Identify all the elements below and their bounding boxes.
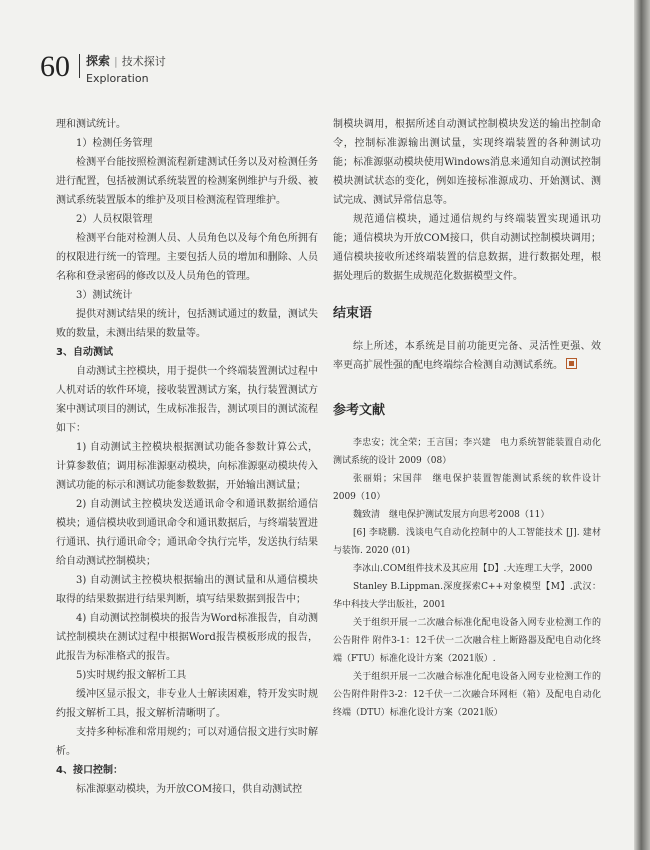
page-number: 60 <box>40 50 70 83</box>
reference-item: 李忠安；沈全荣；王言国；李兴建 电力系统智能装置自动化测试系统的设计 2009（08） <box>333 438 601 466</box>
paragraph: 2）人员权限管理 <box>76 214 153 225</box>
header-divider <box>79 54 80 78</box>
paragraph: 规范通信模块，通过通信规约与终端装置实现通讯功能；通信模块为开放COM接口，供自动测试控制模块调用；通信模块接收所述终端装置的信息数据，进行数据处理，根据处理后的数据生成规范化数据模型文件。 <box>333 214 601 282</box>
paragraph: 3）测试统计 <box>76 290 133 301</box>
paragraph: 缓冲区显示报文，非专业人士解读困难，特开发实时规约报文解析工具，报文解析清晰明了。 <box>56 689 318 719</box>
page-edge <box>634 0 650 850</box>
paragraph: 自动测试主控模块，用于提供一个终端装置测试过程中人机对话的软件环境，接收装置测试方案，执行装置测试方案中测试项目的测试，生成标准报告，测试项目的测试流程如下： <box>56 366 318 434</box>
right-body <box>333 115 601 286</box>
paragraph: 检测平台能对检测人员、人员角色以及每个角色所拥有的权限进行统一的管理。主要包括人员的增加和删除、人员名称和登录密码的修改以及人员角色的管理。 <box>56 233 318 282</box>
section-english: Exploration <box>86 72 149 85</box>
references-list <box>333 434 601 722</box>
references-heading: 参考文献 <box>333 403 386 418</box>
paragraph: 1）检测任务管理 <box>76 138 153 149</box>
section-title: 探索 <box>86 54 111 68</box>
paragraph: 检测平台能按照检测流程新建测试任务以及对检测任务进行配置，包括被测试系统装置的检测案例维护与升级、被测试系统装置版本的维护及项目检测流程管理维护。 <box>56 157 318 206</box>
paragraph: 4) 自动测试控制模块的报告为Word标准报告，自动测试控制模块在测试过程中根据Word报告模板形成的报告，此报告为标准格式的报告。 <box>56 613 318 662</box>
paragraph: 制模块调用，根据所述自动测试控制模块发送的输出控制命令，控制标准源输出测试量，实现终端装置的各种测试功能；标准源驱动模块使用Windows消息来通知自动测试控制模块测试状态的变化，例如连接标准源成功、开始测试、测试完成、测试异常信息等。 <box>333 119 601 206</box>
subsection-heading: 3、自动测试 <box>56 347 113 358</box>
paragraph: 理和测试统计。 <box>56 119 126 130</box>
paragraph: 支持多种标准和常用规约；可以对通信报文进行实时解析。 <box>56 727 318 757</box>
paragraph: 提供对测试结果的统计，包括测试通过的数量，测试失败的数量，未测出结果的数量等。 <box>56 309 318 339</box>
paragraph: 3) 自动测试主控模块根据输出的测试量和从通信模块取得的结果数据进行结果判断，填写结果数据到报告中； <box>56 575 318 605</box>
conclusion-text <box>333 337 601 375</box>
paragraph: 5)实时规约报文解析工具 <box>76 670 187 681</box>
right-column <box>333 115 601 722</box>
end-mark-icon <box>566 358 577 369</box>
section-separator: | <box>114 55 118 68</box>
conclusion-heading: 结束语 <box>333 306 373 321</box>
reference-item: 魏致清 继电保护测试发展方向思考2008（11） <box>353 510 550 520</box>
reference-item: Stanley B.Lippman.深度探索C++对象模型【M】.武汉：华中科技大学出版社，2001 <box>333 582 601 610</box>
left-column <box>56 115 318 799</box>
paragraph: 标准源驱动模块，为开放COM接口，供自动测试控 <box>76 784 303 795</box>
reference-item: 张丽娟；宋国萍 继电保护装置智能测试系统的软件设计 2009（10） <box>333 474 601 502</box>
conclusion-body: 综上所述，本系统是目前功能更完备、灵活性更强、效率更高扩展性强的配电终端综合检测自动测试系统。 <box>333 341 601 371</box>
section-subtitle: 技术探讨 <box>121 55 166 68</box>
paragraph: 2) 自动测试主控模块发送通讯命令和通讯数据给通信模块；通信模块收到通讯命令和通讯数据后，与终端装置进行通讯、执行通讯命令；通讯命令执行完毕，发送执行结果给自动测试控制模块； <box>56 499 318 567</box>
reference-item: 关于组织开展一二次融合标准化配电设备入网专业检测工作的公告附件附件3-2：12千伏一二次融合环网柜（箱）及配电自动化终端（DTU）标准化设计方案（2021版） <box>333 672 601 718</box>
paragraph: 1) 自动测试主控模块根据测试功能各参数计算公式，计算参数值；调用标准源驱动模块，向标准源驱动模块传入测试功能的标示和测试功能参数数据，开始输出测试量； <box>56 442 318 491</box>
reference-item: [6] 李晓鹏．浅谈电气自动化控制中的人工智能技术 [J]. 建材与装饰. 2020 (01) <box>333 528 601 556</box>
reference-item: 李冰山.COM组件技术及其应用【D】.大连理工大学，2000 <box>353 564 593 574</box>
subsection-heading: 4、接口控制： <box>56 765 123 776</box>
section-header <box>86 52 166 85</box>
reference-item: 关于组织开展一二次融合标准化配电设备入网专业检测工作的公告附件 附件3-1：12千伏一二次融合柱上断路器及配电自动化终端（FTU）标准化设计方案（2021版）. <box>333 618 601 664</box>
